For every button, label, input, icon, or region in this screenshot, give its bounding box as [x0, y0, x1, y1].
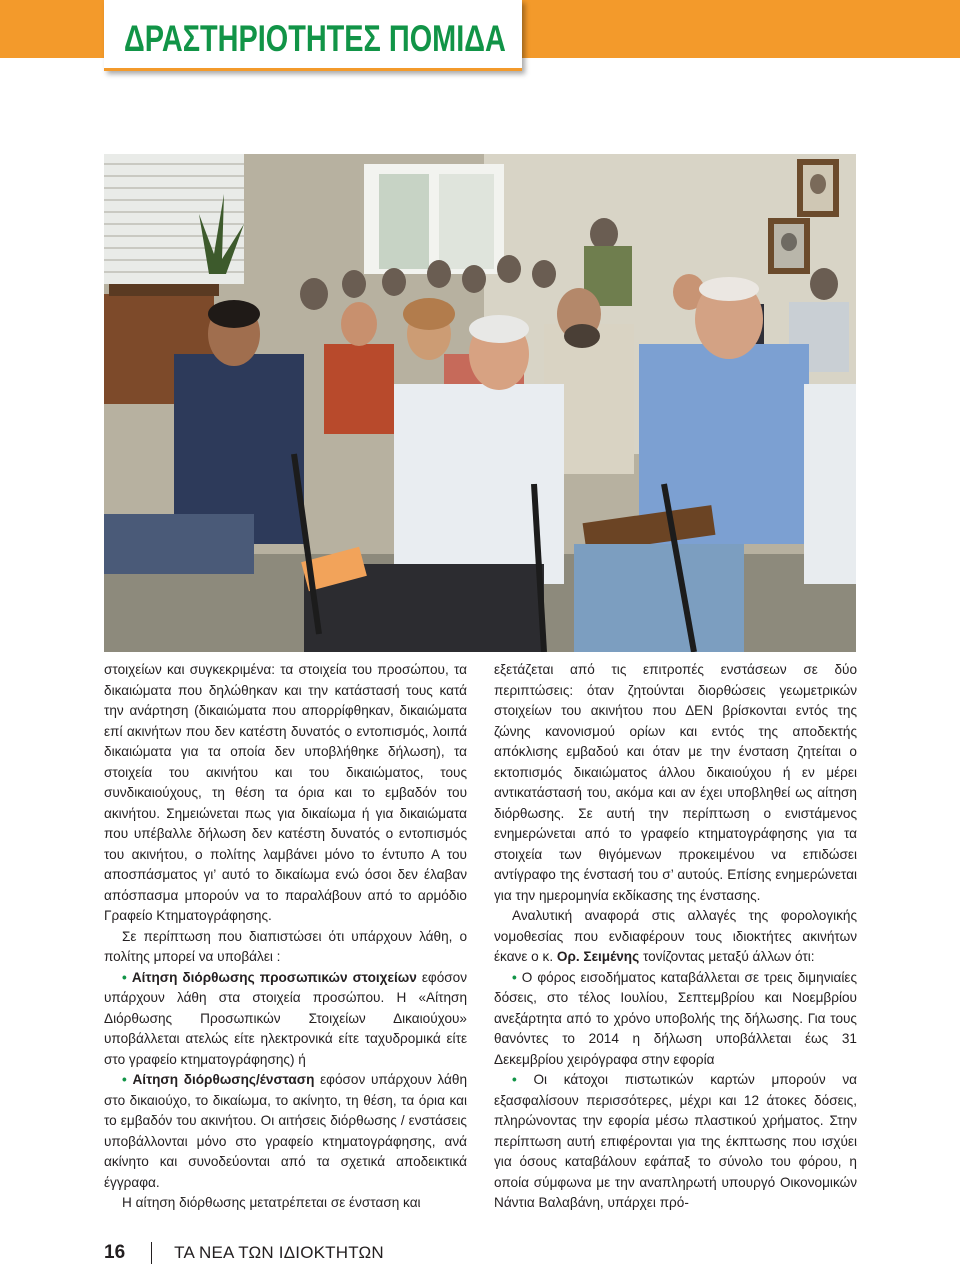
section-title-box [104, 0, 522, 71]
right-bullet-1-text: Ο φόρος εισοδήματος καταβάλλεται σε τρεις διμηνιαίες δόσεις, στο τέλος Ιουλίου, Σεπτεμβρίου και Νοεμβρίου ανεξάρτητα από το χρόνο υποβολής της δήλωσης. Για τους θανόντες το 2014 η δήλωση υποβάλλεται έως 31 Δεκεμβρίου χειρόγραφα στην εφορία [494, 969, 857, 1067]
left-paragraph-2: Σε περίπτωση που διαπιστώσει ότι υπάρχουν λάθη, ο πολίτης μπορεί να υποβάλει : [104, 928, 467, 964]
left-bullet-1-bold: Αίτηση διόρθωσης προσωπικών στοιχείων [131, 969, 417, 985]
left-bullet-1-text: εφόσον υπάρχουν λάθη στα στοιχεία προσώπου. Η «Αίτηση Διόρθωσης Προσωπικών Στοιχείων Δικαιούχου» υποβάλλεται ατελώς είτε ηλεκτρονικά είτε ταχυδρομικά είτε στο γραφείο κτηματογράφησης) ή [104, 969, 467, 1067]
right-paragraph-2 [494, 906, 857, 968]
speaker-name: Ορ. Σειμένης [556, 949, 640, 964]
right-bullet-1 [494, 968, 857, 1071]
page-footer [104, 1242, 384, 1268]
left-paragraph-1: στοιχείων και συγκεκριμένα: τα στοιχεία του προσώπου, τα δικαιώματα που δηλώθηκαν και την κατάστασή τους κατά την ανάρτηση (δικαιώματα που απορρίφθηκαν, δικαιώματα επί ακινήτων που δεν κατέστη δυνατός ο εντοπισμός, λοιπά δικαιώματα για τα οποία δεν υποβλήθηκε δήλωση), τα στοιχεία του ακινήτου και του δικαιώματος, τους συνδικαιούχους, τη θέση τα όρια και το εμβαδόν του ακινήτου. Σημειώνεται πως για δικαίωμα ή για δικαιώματα που υπέβαλλε δήλωση δεν κατέστη δυνατός ο εντοπισμός του ακινήτου, ο πολίτης λαμβάνει μόνο το έντυπο Α του αποσπάσματος γι’ αυτό το δικαίωμα ενώ όσοι δεν έλαβαν απόσπασμα μπορούν να το παραλάβουν από το αρμόδιο Γραφείο Κτηματογράφησης. [104, 662, 467, 923]
publication-name: ΤΑ ΝΕΑ ΤΩΝ ΙΔΙΟΚΤΗΤΩΝ [174, 1243, 384, 1262]
right-paragraph-2-b: τονίζοντας μεταξύ άλλων ότι: [639, 949, 815, 964]
left-bullet-2-text: εφόσον υπάρχουν λάθη στο δικαιούχο, το δικαίωμα, το ακίνητο, τη θέση, τα όρια και το εμβαδόν του ακινήτου. Οι αιτήσεις διόρθωσης / ενστάσεις υποβάλλονται μόνο στο γραφείο κτηματογράφησης, ανά ακίνητο και συνοδεύονται από τα σχετικά αποδεικτικά έγγραφα. [104, 1072, 468, 1190]
right-text-column [494, 660, 857, 1214]
page-number: 16 [104, 1242, 126, 1263]
bullet-dot: • [512, 1072, 517, 1087]
bullet-dot: • [512, 969, 517, 985]
left-bullet-2-bold: Αίτηση διόρθωσης/ένσταση [132, 1072, 315, 1087]
left-paragraph-3: Η αίτηση διόρθωσης μετατρέπεται σε ένσταση και [122, 1195, 421, 1210]
left-bullet-1 [104, 968, 467, 1071]
bullet-dot: • [122, 969, 127, 985]
right-bullet-2 [494, 1070, 857, 1214]
bullet-dot: • [122, 1072, 127, 1087]
left-bullet-2 [104, 1070, 467, 1193]
left-text-column [104, 660, 467, 1214]
photo-illustration [104, 154, 856, 652]
right-paragraph-1: εξετάζεται από τις επιτροπές ενστάσεων σε δύο περιπτώσεις: όταν ζητούνται διορθώσεις γεωμετρικών στοιχείων του ακινήτου που ΔΕΝ βρίσκονται εντός της ζώνης κανονισμού ορίων και εντός της αποδεκτής απόκλισης εμβαδού και όταν με την ένσταση ζητείται ο εκτοπισμός δικαιώματος άλλου δικαιούχου ή εν μέρει αντικατάστασή του, ακόμα και αν έχει υποβληθεί ως αίτηση διόρθωσης. Σε αυτή την περίπτωση ο ενιστάμενος ενημερώνεται από το γραφείο κτηματογράφησης για τα στοιχεία των θιγόμενων προκειμένου να επιδώσει αντίγραφο της ένστασή του σ’ αυτούς. Επίσης ενημερώνεται για την ημερομηνία εκδίκασης της ένστασης. [494, 662, 857, 903]
footer-divider [151, 1242, 152, 1264]
right-bullet-2-text: Οι κάτοχοι πιστωτικών καρτών μπορούν να εξασφαλίσουν περισσότερες, μέχρι και 12 άτοκες δόσεις, πληρώνοντας την εφορία μέσω πλαστικού χρήματος. Στην περίπτωση αυτή επιφέρονται για της έκπτωσης που ισχύει για όσους καταβάλουν εφάπαξ το σύνολο του φόρου, η οποία σύμφωνα με την αναπληρωτή υπουργό Οικονομικών Νάντια Βαλαβάνη, υπάρχει πρό- [494, 1072, 858, 1210]
section-title: ΔΡΑΣΤΗΡΙΟΤΗΤΕΣ ΠΟΜΙΔΑ [124, 18, 506, 59]
meeting-audience-photo [104, 154, 856, 652]
right-paragraph-2-a: Αναλυτική αναφορά στις αλλαγές της φορολογικής νομοθεσίας που ενδιαφέρουν τους ιδιοκτήτες ακινήτων έκανε ο κ. [494, 908, 857, 964]
